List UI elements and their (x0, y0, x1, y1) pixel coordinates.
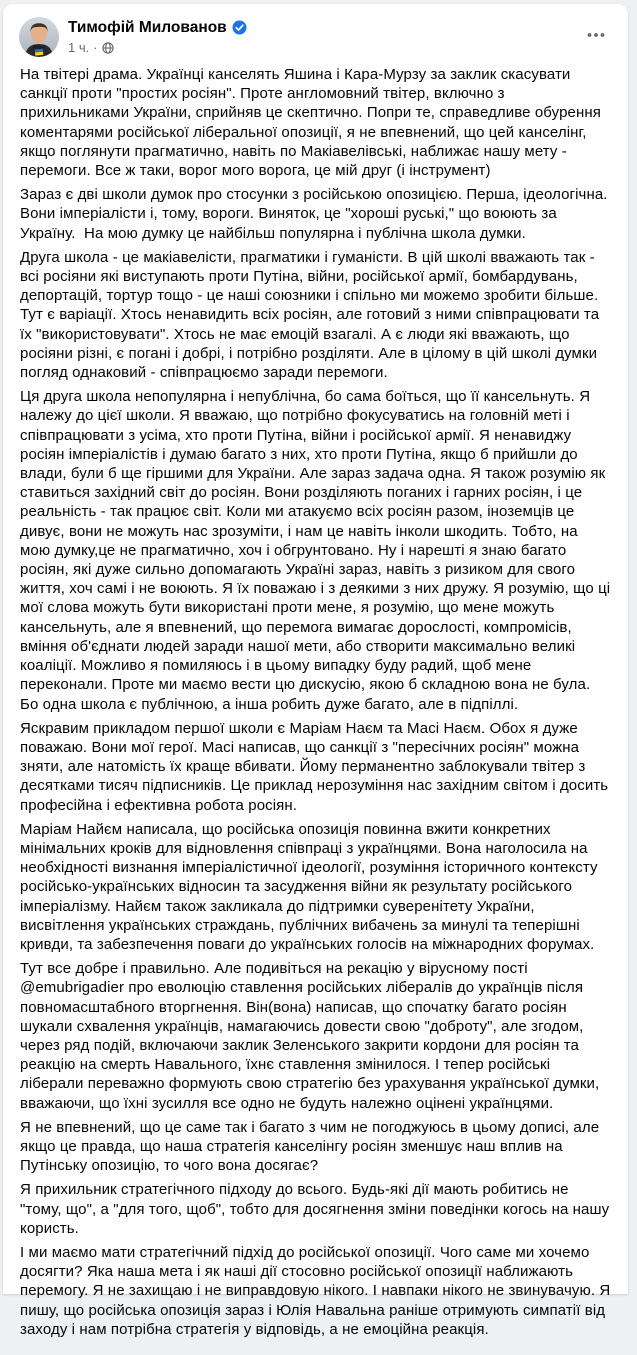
post-header (3, 4, 628, 63)
post-paragraph: Друга школа - це макіавелісти, прагматики і гуманісти. В цій школі вважають так - всі росіяни які виступають проти Путіна, війни, російської армії, бомбардувань, депортацій, тортур тощо - це наші союзники і спільно ми можемо зробити більше. Тут є варіації. Хтось ненавидить всіх росіян, але готовий з ними співпрацювати та їх "використовувати". Хтось не має емоцій взагалі. А є люди які вважають, що росіяни різні, є погані і добрі, і потрібно розділяти. Але в цілому в цій школі думки погляд однаковий - співпрацюємо заради перемоги. (20, 248, 604, 382)
header-meta (68, 17, 580, 56)
more-options-button[interactable] (580, 19, 612, 51)
verified-badge-icon (232, 20, 247, 35)
meta-separator: · (93, 40, 98, 55)
avatar[interactable] (19, 17, 59, 57)
post-card (3, 4, 628, 1338)
post-body (3, 63, 628, 1355)
author-name[interactable]: Тимофій Милованов (68, 19, 227, 36)
ellipsis-icon (586, 25, 606, 45)
post-paragraph: Тут все добре і правильно. Але подивіться на рекацію у вірусному пості @emubrigadier про еволюцію ставлення російських лібералів до українців після повномасштабного вторгнення. Він(вона) написав, що спочатку багато росіян шукали схвалення українців, намагаючись довести свою "доброту", але згодом, через ряд подій, включаючи заклик Зеленського закрити кордони для росіян та реакцію на смерть Навального, їхнє ставлення змінилося. І тепер російські ліберали переважно формують свою стратегію без урахування української думки, вважаючи, що їхні зусилля все одно не будуть належно оцінені українцями. (20, 960, 604, 1112)
post-paragraph: І ми маємо мати стратегічний підхід до російської опозиції. Чого саме ми хочемо досягти? Яка наша мета і як наші дії стосовно російської опозиції наближають перемогу. Я не захищаю і не виправдовую нікого. І навпаки нікого не звинувачую. Я пишу, що російська опозиція зараз і Юлія Навальна раніше отримують симпатії від заходу і нам потрібна стратегія у відповідь, а не емоційна реакція. (20, 1243, 615, 1338)
post-paragraph: Яскравим прикладом першої школи є Маріам Наєм та Масі Наєм. Обох я дуже поважаю. Вони мої герої. Масі написав, що санкції з "пересічних росіян" можна зняти, але натомість їх краще вбивати. Йому перманентно заблокували твітер з десятками тисяч підписників. Це приклад нерозуміння нас західним світом і досить професійна і ефективна робота росіян. (20, 719, 613, 814)
avatar-image (19, 17, 59, 57)
post-paragraph: На твітері драма. Українці канселять Яшина і Кара-Мурзу за заклик скасувати санкції проти "простих росіян". Проте англомовний твітер, включно з прихильниками України, сприйняв це скептично. Попри те, справедливе обурення коментарями російської ліберальної опозиції, я не впевнений, що цей канселінг, якщо поглянути прагматично, навіть по Макіавелівські, наближає нашу мету - перемоги. Все ж таки, ворог мого ворога, це мій друг (і інструмент) (20, 66, 606, 180)
public-globe-icon (102, 42, 114, 54)
post-paragraph: Я прихильник стратегічного підходу до всього. Будь-які дії мають робитись не "тому, що", а "для того, щоб", тобто для досягнення зміни поведінки когось на нашу користь. (20, 1181, 614, 1237)
post-meta (68, 40, 580, 56)
post-paragraph: Маріам Найєм написала, що російська опозиція повинна вжити конкретних мінімальних кроків для відновлення співпраці з українцями. Вона наголосила на необхідності визнання імперіалістичної ідеології, розуміння історичного контексту російсько-українських відносин та засудження війни як результату російського імперіалізму. Найєм також закликала до підтримки суверенітету України, висвітлення українських страждань, публічних вибачень за минулі та теперішні кривди, та забезпечення поваги до українських голосів на міжнародних форумах. (20, 820, 602, 953)
post-paragraph: Ця друга школа непопулярна і непублічна, бо сама боїться, що її кансельнуть. Я належу до цієї школи. Я вважаю, що потрібно фокусуватись на головній меті і співпрацювати з усіма, хто проти Путіна, війни і російської армії. Я ненавиджу росіян імперіалістів і думаю багато з них, хто проти Путіна, якщо б прийшли до влади, були б ще гіршими для України. Але зараз задача одна. Я також розумію як ставиться західний світ до росіян. Вони розділяють поганих і гарних росіян, і це реальність - так працює світ. Коли ми атакуємо всіх росіян разом, іноземців це дивує, вони не можуть нас зрозуміти, і нам це навіть інколи шкодить. Тобто, на мою думку,це не прагматично, хоч і обгрунтовано. Ну і нарешті я знаю багато росіян, які дуже сильно допомагають Україні зараз, навіть з ризиком для свого життя, хоч самі і не воюють. Я їх поважаю і з деякими з них дружу. Я розумію, що ці мої слова можуть бути використані проти мене, я розумію, що мене можуть кансельнуть, але я впевнений, що перемога вимагає дорослості, компромісів, вміння об'єднати людей заради нашої мети, або створити максимально великі коаліції. Можливо я помиляюсь і в цьому випадку буду радий, щоб мене переконали. Проте ми маємо вести цю дискусію, якою б складною вона не була. Бо одна школа є публічною, а інша робить дуже багато, але в підпіллі. (20, 388, 615, 713)
post-paragraph: Зараз є дві школи думок про стосунки з російською опозицією. Перша, ідеологічна. Вони імперіалісти і, тому, вороги. Виняток, це "хороші руські," що воюють за Україну. На мою думку це найбільш популярна і публічна школа думки. (20, 186, 612, 242)
timestamp[interactable]: 1 ч. (68, 40, 90, 55)
post-paragraph: Я не впевнений, що це саме так і багато з чим не погоджуюсь в цьому дописі, але якщо це правда, що наша стратегія канселінгу росіян зменшує наш вплив на Путінську опозицію, то чого вона досягає? (20, 1118, 604, 1175)
